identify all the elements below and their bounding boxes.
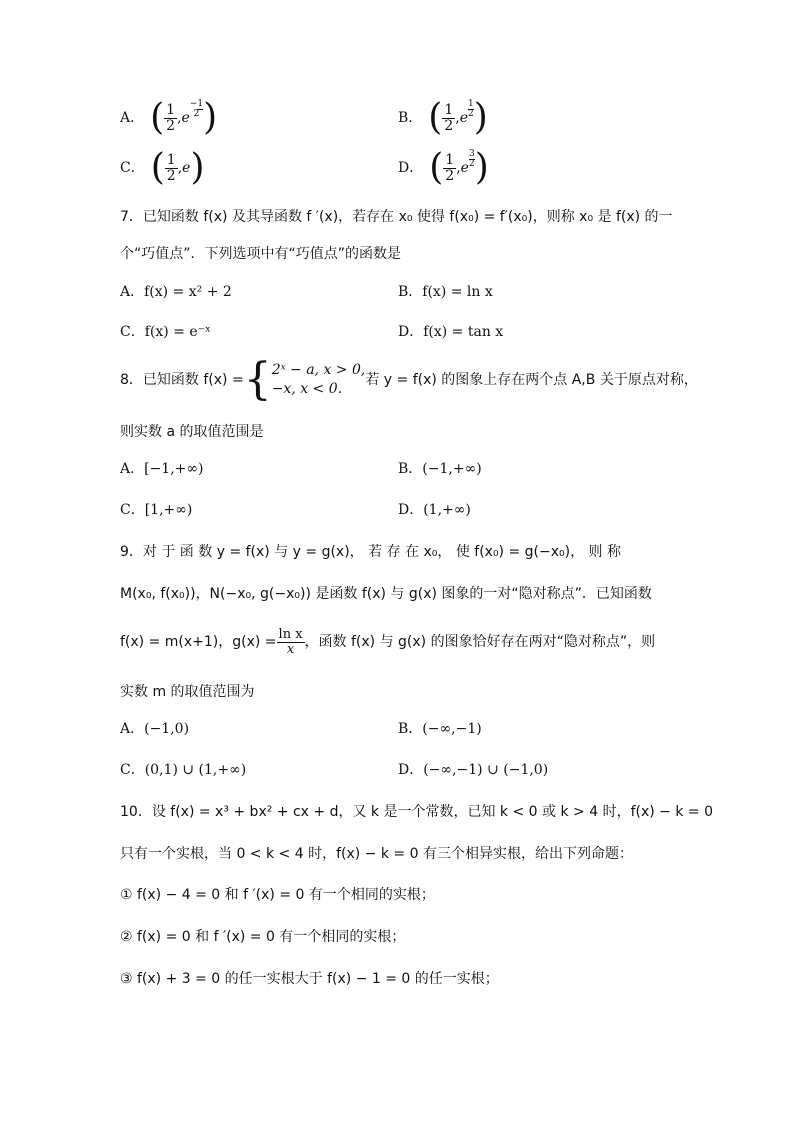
q7-option-d: D．f(x) = tan x (398, 324, 504, 340)
option-label: C． (120, 160, 145, 176)
q9-stem-line2: M(x₀, f(x₀))，N(−x₀, g(−x₀)) 是函数 f(x) 与 g(x) 图象的一对“隐对称点”．已知函数 (120, 586, 652, 602)
option-label: D． (398, 160, 424, 176)
q9-option-c: C．(0,1) ∪ (1,+∞) (120, 762, 247, 778)
q7-option-c: C．f(x) = e⁻ˣ (120, 324, 211, 340)
q9-option-b: B．(−∞,−1) (398, 721, 482, 737)
q6-option-b: B． ( $\frac{1}{2}$ ,e $\frac{1}{2}$ ) (398, 97, 488, 138)
option-label: B． (398, 110, 423, 126)
fraction: $\frac{\text{ln x}}{x}$ (278, 627, 303, 657)
q8-stem-line2: 则实数 a 的取值范围是 (120, 424, 264, 440)
q7-option-a: A．f(x) = x² + 2 (120, 284, 232, 300)
q6-option-a: A． ( $\frac{1}{2}$ ,e−1 2 ) (120, 97, 218, 138)
piecewise-cases: 2ˣ − a, x > 0, −x, x < 0. (271, 362, 366, 397)
q7-stem-line2: 个“巧值点”．下列选项中有“巧值点”的函数是 (120, 246, 402, 262)
q10-proposition-1: ① f(x) − 4 = 0 和 f ′(x) = 0 有一个相同的实根； (120, 887, 435, 903)
q10-stem-line1: 10．设 f(x) = x³ + bx² + cx + d，又 k 是一个常数，已知 k < 0 或 k > 4 时，f(x) − k = 0 (120, 804, 713, 820)
q6-option-d: D． ( $\frac{1}{2}$ ,e $\frac{3}{2}$ ) (398, 147, 489, 188)
fraction: $\frac{1}{2}$ (444, 101, 454, 134)
q9-stem-line4: 实数 m 的取值范围为 (120, 684, 255, 700)
q9-option-a: A．(−1,0) (120, 721, 190, 737)
exponent: −1 2 (189, 99, 204, 120)
piecewise-brace: { (243, 354, 272, 405)
q7-stem-line1: 7．已知函数 f(x) 及其导函数 f ′(x)，若存在 x₀ 使得 f(x₀) = f′(x₀)，则称 x₀ 是 f(x) 的一 (120, 209, 673, 225)
exponent: $\frac{1}{2}$ (468, 99, 474, 120)
q9-stem-line1: 9．对 于 函 数 y = f(x) 与 y = g(x)， 若 存 在 x₀， 使 f(x₀) = g(−x₀)， 则 称 (120, 544, 621, 560)
exponent: $\frac{3}{2}$ (468, 149, 475, 170)
fraction: $\frac{1}{2}$ (166, 151, 176, 184)
q8-option-d: D．(1,+∞) (398, 502, 471, 518)
q8-option-c: C．[1,+∞) (120, 502, 193, 518)
q7-option-b: B．f(x) = ln x (398, 284, 493, 300)
q8-option-a: A．[−1,+∞) (120, 461, 204, 477)
q6-option-c: C． ( $\frac{1}{2}$ ,e) (120, 147, 205, 188)
fraction: $\frac{1}{2}$ (166, 101, 176, 134)
fraction: $\frac{1}{2}$ (445, 151, 455, 184)
q9-stem-line3: f(x) = m(x+1)，g(x) = $\frac{\text{ln x}}{x}$ ，函数 f(x) 与 g(x) 的图象恰好存在两对“隐对称点”，则 (120, 627, 656, 657)
q10-stem-line2: 只有一个实根，当 0 < k < 4 时，f(x) − k = 0 有三个相异实根，给出下列命题： (120, 846, 633, 862)
q10-proposition-2: ② f(x) = 0 和 f ′(x) = 0 有一个相同的实根； (120, 929, 406, 945)
q10-proposition-3: ③ f(x) + 3 = 0 的任一实根大于 f(x) − 1 = 0 的任一实根； (120, 971, 499, 987)
q9-option-d: D．(−∞,−1) ∪ (−1,0) (398, 762, 549, 778)
option-label: A． (120, 110, 145, 126)
q8-stem-line1: 8．已知函数 f(x) ={ 2ˣ − a, x > 0, −x, x < 0. 若 y = f(x) 的图象上存在两个点 A,B 关于原点对称， (120, 354, 698, 405)
q8-option-b: B．(−1,+∞) (398, 461, 482, 477)
